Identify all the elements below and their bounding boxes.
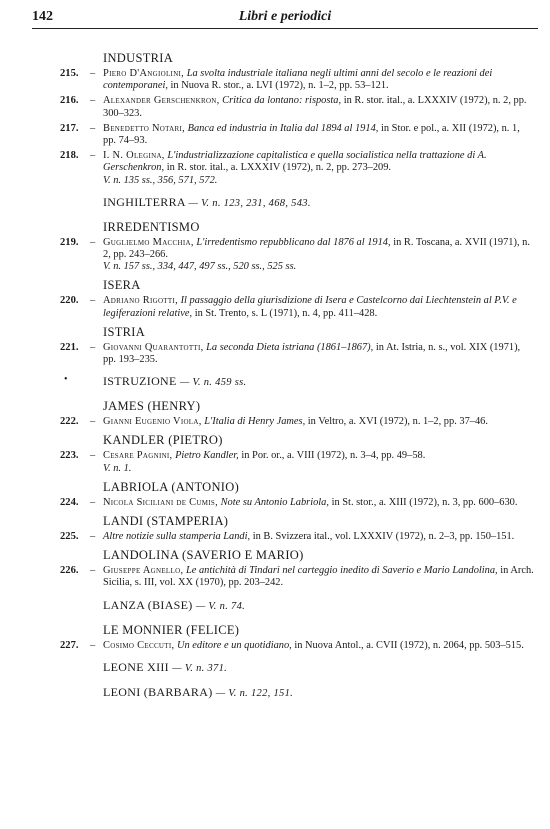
entry-number: 216. (60, 95, 79, 107)
cross-reference-subject: LANZA (BIASE) (103, 597, 193, 612)
cross-reference-heading (0, 374, 550, 389)
section-heading: LABRIOLA (ANTONIO) (103, 479, 240, 494)
entry-publication: in R. stor. ital., a. LXXXIV (1972), n. 2, pp. 300–323. (103, 95, 527, 119)
entry-number: 224. (60, 496, 79, 508)
cross-reference-target: — V. n. 123, 231, 468, 543. (188, 197, 311, 209)
entry-dash: – (90, 68, 96, 79)
entry-title: L'Italia di Henry James, (204, 416, 306, 428)
entry-publication: in Stor. e pol., a. XII (1972), n. 1, pp. 74–93. (103, 122, 520, 147)
bibliography-list (0, 46, 550, 710)
entry-author: Gianni Eugenio Viola, (103, 416, 202, 428)
entry-publication: in Por. or., a. VIII (1972), n. 3–4, pp. 49–58. (241, 450, 426, 462)
entry-number: 218. (60, 150, 79, 162)
entry-author: Giovanni Quarantotti, (103, 341, 204, 353)
entry-number: 226. (60, 565, 79, 577)
entry-number: 219. (60, 236, 79, 248)
entry-title: Un editore e un quotidiano, (177, 639, 292, 651)
entry-dash: – (90, 565, 96, 577)
bibliography-entry (0, 150, 550, 187)
entry-author: Cesare Pagnini, (103, 450, 173, 462)
page-number: 142 (32, 9, 53, 24)
entry-publication: in B. Svizzera ital., vol. LXXXIV (1972), n. 2–3, pp. 150–151. (252, 531, 515, 543)
bibliography-entry (0, 95, 550, 119)
entry-title: L'industrializzazione capitalistica e quella socialistica nella trattazione di A. Gerschenkron, (103, 150, 487, 174)
entry-publication: in At. Istria, n. s., vol. XIX (1971), pp. 193–235. (103, 341, 521, 366)
entry-title: L'irredentismo repubblicano dal 1876 al 1914, (196, 236, 391, 248)
entry-title: Il passaggio della giurisdizione di Isera e Castelcorno dai Liechtenstein al P.V. e legiferazioni relative, (103, 295, 517, 319)
bibliography-entry (0, 237, 550, 274)
entry-cross-reference: V. n. 1. (103, 462, 132, 474)
entry-number: 215. (60, 68, 79, 79)
entry-publication: in St. Trento, s. L (1971), n. 4, pp. 411–428. (194, 307, 378, 319)
entry-number: 225. (60, 531, 79, 543)
cross-reference-target: — V. n. 459 ss. (179, 377, 247, 389)
entry-author: Cosimo Ceccuti, (103, 639, 175, 651)
entry-dash: – (90, 122, 96, 134)
section-heading: ISTRIA (103, 324, 146, 339)
entry-publication: in Nuova Antol., a. CVII (1972), n. 2064, pp. 503–515. (294, 639, 524, 651)
cross-reference-heading (0, 685, 550, 700)
cross-reference-target: — V. n. 74. (195, 600, 246, 612)
entry-publication: in Veltro, a. XVI (1972), n. 1–2, pp. 37–46. (307, 416, 488, 428)
entry-title: Note su Antonio Labriola, (220, 496, 329, 508)
bibliography-entry (0, 342, 550, 366)
entry-publication: in Arch. Sicilia, s. III, vol. XX (1970), pp. 203–242. (103, 565, 534, 589)
bibliography-entry (0, 531, 550, 543)
entry-author: Alexander Gerschenkron, (103, 95, 220, 107)
entry-title: Critica da lontano: risposta, (222, 95, 342, 107)
entry-dash: – (90, 531, 96, 543)
entry-title: La seconda Dieta istriana (1861–1867), (206, 341, 374, 353)
section-heading: KANDLER (PIETRO) (103, 433, 223, 448)
entry-author: Giuseppe Agnello, (103, 565, 184, 577)
bibliography-entry (0, 565, 550, 589)
entry-author: Piero D'Angiolini, (103, 68, 185, 79)
section-heading: ISERA (103, 278, 141, 293)
bullet-icon: • (64, 374, 68, 386)
entry-author: Adriano Rigotti, (103, 295, 178, 307)
entry-publication: in R. Toscana, a. XVII (1971), n. 2, pp. 243–266. (103, 236, 530, 261)
entry-dash: – (90, 95, 96, 107)
cross-reference-subject: ISTRUZIONE (103, 374, 177, 389)
entry-number: 227. (60, 639, 79, 651)
running-header (32, 8, 538, 29)
section-heading: INDUSTRIA (103, 51, 174, 65)
entry-dash: – (90, 639, 96, 651)
entry-dash: – (90, 236, 96, 248)
bibliography-entry (0, 295, 550, 319)
entry-number: 220. (60, 295, 79, 307)
cross-reference-heading (0, 660, 550, 675)
cross-reference-subject: LEONI (BARBARA) (103, 684, 213, 699)
entry-publication: in R. stor. ital., a. LXXXIV (1972), n. 2, pp. 273–209. (166, 162, 392, 174)
cross-reference-subject: LEONE XIII (103, 659, 169, 674)
section-heading: LANDI (STAMPERIA) (103, 514, 229, 529)
entry-number: 221. (60, 341, 79, 353)
entry-title: Le antichità di Tindari nel carteggio inedito di Saverio e Mario Landolina, (185, 565, 498, 577)
entry-dash: – (90, 150, 96, 162)
entry-author: Nicola Siciliani de Cumis, (103, 496, 219, 508)
entry-author: Guglielmo Macchia, (103, 236, 194, 248)
bibliography-entry (0, 416, 550, 428)
entry-dash: – (90, 341, 96, 353)
entry-title: La svolta industriale italiana negli ultimi anni del secolo e le reazioni dei contemporanei, (103, 68, 493, 92)
entry-author: I. N. Olegina, (103, 150, 165, 162)
entry-number: 223. (60, 450, 79, 462)
cross-reference-heading (0, 598, 550, 613)
entry-publication: in St. stor., a. XIII (1972), n. 3, pp. 600–630. (331, 496, 518, 508)
bibliography-entry (0, 123, 550, 147)
bibliography-entry (0, 640, 550, 652)
entry-title: Pietro Kandler, (175, 450, 239, 462)
bibliography-entry (0, 450, 550, 474)
cross-reference-heading (0, 195, 550, 210)
section-heading: LE MONNIER (FELICE) (103, 622, 240, 637)
entry-dash: – (90, 416, 96, 428)
entry-number: 217. (60, 122, 79, 134)
bibliography-entry (0, 497, 550, 509)
entry-number: 222. (60, 416, 79, 428)
entry-cross-reference: V. n. 157 ss., 334, 447, 497 ss., 520 ss., 525 ss. (103, 261, 297, 273)
bibliography-entry (0, 68, 550, 92)
section-heading: LANDOLINA (SAVERIO E MARIO) (103, 548, 304, 563)
entry-dash: – (90, 450, 96, 462)
entry-dash: – (90, 295, 96, 307)
section-heading: JAMES (HENRY) (103, 399, 201, 414)
entry-title: Altre notizie sulla stamperia Landi, (103, 531, 251, 543)
entry-author: Benedetto Notari, (103, 122, 185, 134)
running-title: Libri e periodici (238, 9, 332, 24)
cross-reference-subject: INGHILTERRA (103, 194, 186, 209)
section-heading: IRREDENTISMO (103, 219, 200, 234)
entry-title: Banca ed industria in Italia dal 1894 al 1914, (187, 122, 379, 134)
cross-reference-target: — V. n. 371. (172, 662, 228, 674)
cross-reference-target: — V. n. 122, 151. (215, 687, 294, 699)
entry-publication: in Nuova R. stor., a. LVI (1972), n. 1–2, pp. 53–121. (170, 80, 389, 92)
entry-dash: – (90, 496, 96, 508)
entry-cross-reference: V. n. 135 ss., 356, 571, 572. (103, 174, 218, 186)
